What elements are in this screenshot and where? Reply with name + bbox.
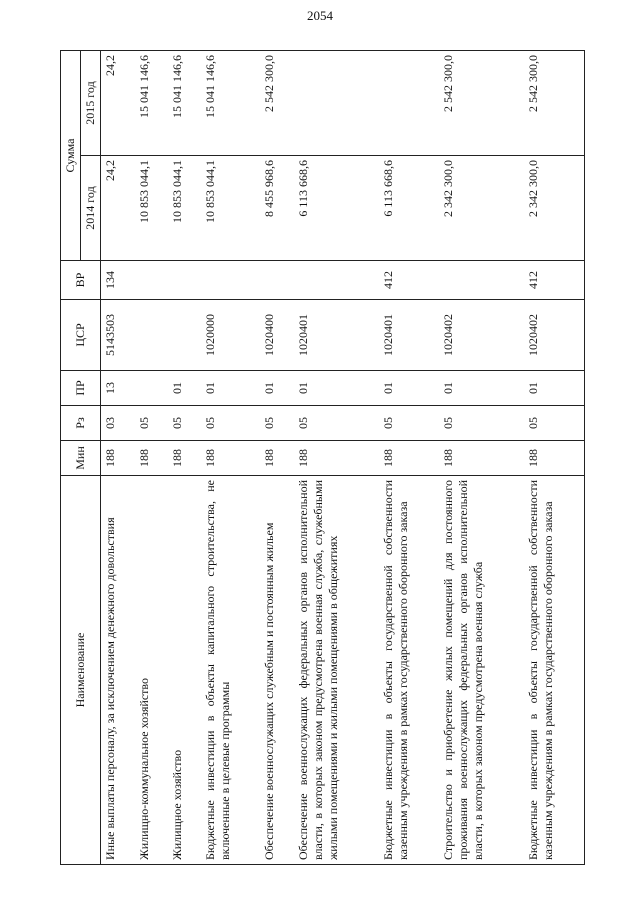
- row-sum-2015: [379, 51, 438, 156]
- row-vr: [201, 261, 260, 300]
- row-sum-2015: [294, 51, 380, 156]
- row-csr: 1020401: [379, 300, 438, 371]
- row-name: Бюджетные инвестиции в объекты капитального строительства, не включенные в целевые программы: [201, 476, 260, 865]
- row-min: 188: [168, 441, 201, 476]
- row-pr: 01: [439, 371, 525, 406]
- row-pr: 01: [260, 371, 293, 406]
- header-vr: ВР: [61, 261, 101, 300]
- row-min: 188: [135, 441, 168, 476]
- header-csr: ЦСР: [61, 300, 101, 371]
- table-row: [135, 51, 168, 865]
- row-sum-2014: 2 342 300,0: [439, 156, 525, 261]
- row-name: Жилищно-коммунальное хозяйство: [135, 476, 168, 865]
- row-sum-2014: 10 853 044,1: [168, 156, 201, 261]
- row-sum-2014: 6 113 668,6: [379, 156, 438, 261]
- table-row: [524, 51, 584, 865]
- row-min: 188: [524, 441, 584, 476]
- rotated-table-container: [60, 50, 585, 865]
- row-sum-2015: 15 041 146,6: [135, 51, 168, 156]
- row-sum-2014: 10 853 044,1: [135, 156, 168, 261]
- row-vr: 134: [101, 261, 135, 300]
- row-pr: 01: [379, 371, 438, 406]
- row-rz: 05: [201, 406, 260, 441]
- row-name: Обеспечение военнослужащих федеральных органов исполнительной власти, в которых законом предусмотрена военная служба, служебными жилыми помещениями и жилыми помещениями в общежитиях: [294, 476, 380, 865]
- budget-table: [60, 50, 585, 865]
- row-csr: 1020400: [260, 300, 293, 371]
- row-rz: 05: [524, 406, 584, 441]
- row-csr: [168, 300, 201, 371]
- row-rz: 05: [439, 406, 525, 441]
- row-pr: 01: [294, 371, 380, 406]
- header-2014: 2014 год: [81, 156, 101, 261]
- table-row: [260, 51, 293, 865]
- row-vr: [260, 261, 293, 300]
- row-csr: 1020401: [294, 300, 380, 371]
- row-vr: [439, 261, 525, 300]
- row-min: 188: [379, 441, 438, 476]
- header-name: Наименование: [61, 476, 101, 865]
- row-sum-2014: 8 455 968,6: [260, 156, 293, 261]
- table-row: [379, 51, 438, 865]
- row-sum-2015: 24,2: [101, 51, 135, 156]
- row-vr: 412: [379, 261, 438, 300]
- row-sum-2015: 15 041 146,6: [168, 51, 201, 156]
- row-min: 188: [260, 441, 293, 476]
- header-rz: Рз: [61, 406, 101, 441]
- table-row: [294, 51, 380, 865]
- page-number: 2054: [307, 8, 333, 23]
- row-rz: 03: [101, 406, 135, 441]
- row-rz: 05: [168, 406, 201, 441]
- row-sum-2015: 2 542 300,0: [524, 51, 584, 156]
- row-name: Обеспечение военнослужащих служебным и постоянным жильем: [260, 476, 293, 865]
- row-rz: 05: [135, 406, 168, 441]
- header-pr: ПР: [61, 371, 101, 406]
- row-sum-2014: 24,2: [101, 156, 135, 261]
- header-sum: Сумма: [61, 51, 81, 261]
- row-csr: 5143503: [101, 300, 135, 371]
- row-name: Строительство и приобретение жилых помещений для постоянного проживания военнослужащих федеральных органов исполнительной власти, в которых законом предусмотрена военная служба: [439, 476, 525, 865]
- row-min: 188: [439, 441, 525, 476]
- header-2015: 2015 год: [81, 51, 101, 156]
- row-sum-2015: 2 542 300,0: [260, 51, 293, 156]
- header-min: Мин: [61, 441, 101, 476]
- row-min: 188: [201, 441, 260, 476]
- row-sum-2014: 2 342 300,0: [524, 156, 584, 261]
- row-rz: 05: [294, 406, 380, 441]
- row-pr: 01: [201, 371, 260, 406]
- row-pr: [135, 371, 168, 406]
- row-vr: [168, 261, 201, 300]
- table-row: [439, 51, 525, 865]
- row-vr: [135, 261, 168, 300]
- row-pr: 13: [101, 371, 135, 406]
- table-row: [101, 51, 135, 865]
- table-row: [201, 51, 260, 865]
- row-csr: [135, 300, 168, 371]
- row-pr: 01: [524, 371, 584, 406]
- row-rz: 05: [379, 406, 438, 441]
- row-name: Бюджетные инвестиции в объекты государственной собственности казенным учреждениям в рамках государственного оборонного заказа: [524, 476, 584, 865]
- row-vr: 412: [524, 261, 584, 300]
- row-rz: 05: [260, 406, 293, 441]
- row-name: Иные выплаты персоналу, за исключением денежного довольствия: [101, 476, 135, 865]
- row-csr: 1020402: [524, 300, 584, 371]
- table-row: [168, 51, 201, 865]
- row-sum-2015: 2 542 300,0: [439, 51, 525, 156]
- row-csr: 1020000: [201, 300, 260, 371]
- row-min: 188: [101, 441, 135, 476]
- row-min: 188: [294, 441, 380, 476]
- row-sum-2015: 15 041 146,6: [201, 51, 260, 156]
- table-header-row: [61, 51, 81, 865]
- row-sum-2014: 6 113 668,6: [294, 156, 380, 261]
- row-sum-2014: 10 853 044,1: [201, 156, 260, 261]
- row-name: Бюджетные инвестиции в объекты государственной собственности казенным учреждениям в рамках государственного оборонного заказа: [379, 476, 438, 865]
- row-name: Жилищное хозяйство: [168, 476, 201, 865]
- row-pr: 01: [168, 371, 201, 406]
- row-csr: 1020402: [439, 300, 525, 371]
- row-vr: [294, 261, 380, 300]
